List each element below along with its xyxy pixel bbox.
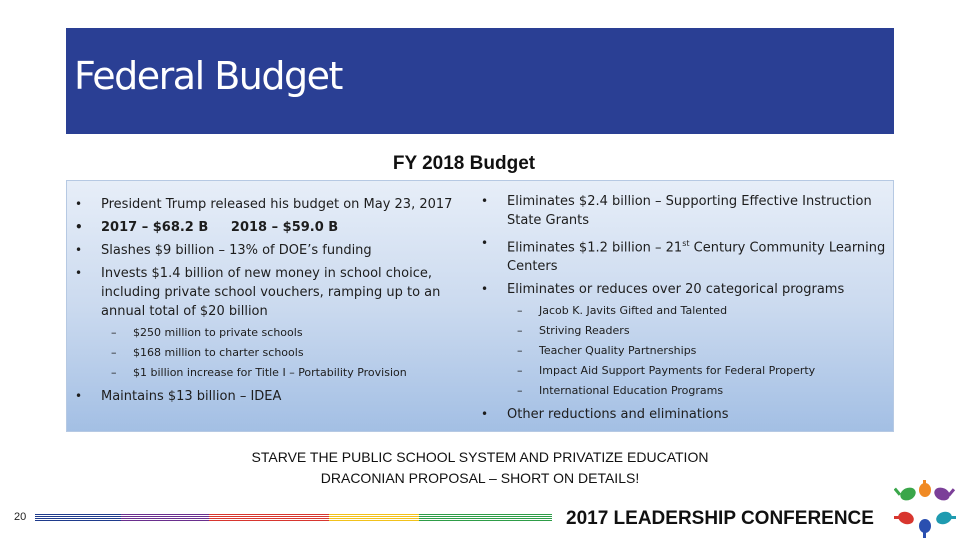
hand-icon-blue [919,519,931,538]
hand-icon-red [894,510,916,527]
right-sub-list [473,303,893,399]
right-column [473,181,893,428]
sub-bullet-striving-readers: – Striving Readers [473,323,893,339]
content-panel [66,180,894,432]
bullet-budget-totals: • 2017 – $68.2 B 2018 – $59.0 B [67,218,467,237]
sub-bullet-title-one: – $1 billion increase for Title I – Portability Provision [67,365,467,381]
slogan [0,447,960,489]
hand-icon-teal [934,510,956,527]
bullet-categorical-programs: • Eliminates or reduces over 20 categorical programs [473,280,893,299]
bullet-learning-centers: • Eliminates $1.2 billion – 21st Century Community Learning Centers [473,234,893,276]
rule-segment-purple [121,514,209,521]
slide-subtitle: FY 2018 Budget [392,153,536,174]
left-sub-list [67,325,467,381]
left-column [67,181,467,410]
left-final-list [67,387,467,406]
conference-name: 2017 LEADERSHIP CONFERENCE [566,508,874,529]
bullet-school-choice: • Invests $1.4 billion of new money in school choice, including private school vouchers, ramping up to an annual total of $20 billion [67,264,467,321]
sub-bullet-private-schools: – $250 million to private schools [67,325,467,341]
left-bullet-list [67,195,467,321]
sub-bullet-charter-schools: – $168 million to charter schools [67,345,467,361]
rule-segment-yellow [329,514,419,521]
hand-icon-purple [932,485,955,503]
sub-bullet-impact-aid: – Impact Aid Support Payments for Federal Property [473,363,893,379]
sub-bullet-teacher-quality: – Teacher Quality Partnerships [473,343,893,359]
right-bullet-list [473,192,893,299]
slide-number: 20 [14,511,27,523]
hand-icon-orange [919,480,931,497]
bullet-idea: • Maintains $13 billion – IDEA [67,387,467,406]
right-final-list [473,405,893,424]
footer-rule [35,514,552,521]
title-bar [66,28,894,134]
slide-title: Federal Budget [74,54,342,98]
bullet-instruction-grants: • Eliminates $2.4 billion – Supporting Effective Instruction State Grants [473,192,893,230]
rule-segment-blue [35,514,121,521]
sub-bullet-javits: – Jacob K. Javits Gifted and Talented [473,303,893,319]
hands-logo [894,480,956,538]
rule-segment-green [419,514,552,521]
rule-segment-red [209,514,329,521]
bullet-doe-cuts: • Slashes $9 billion – 13% of DOE’s funding [67,241,467,260]
hand-icon-green [894,485,918,503]
slogan-line-1: STARVE THE PUBLIC SCHOOL SYSTEM AND PRIVATIZE EDUCATION [251,449,709,465]
slogan-line-2: DRACONIAN PROPOSAL – SHORT ON DETAILS! [320,470,640,486]
sub-bullet-international-education: – International Education Programs [473,383,893,399]
bullet-budget-release: • President Trump released his budget on May 23, 2017 [67,195,467,214]
bullet-other-reductions: • Other reductions and eliminations [473,405,893,424]
